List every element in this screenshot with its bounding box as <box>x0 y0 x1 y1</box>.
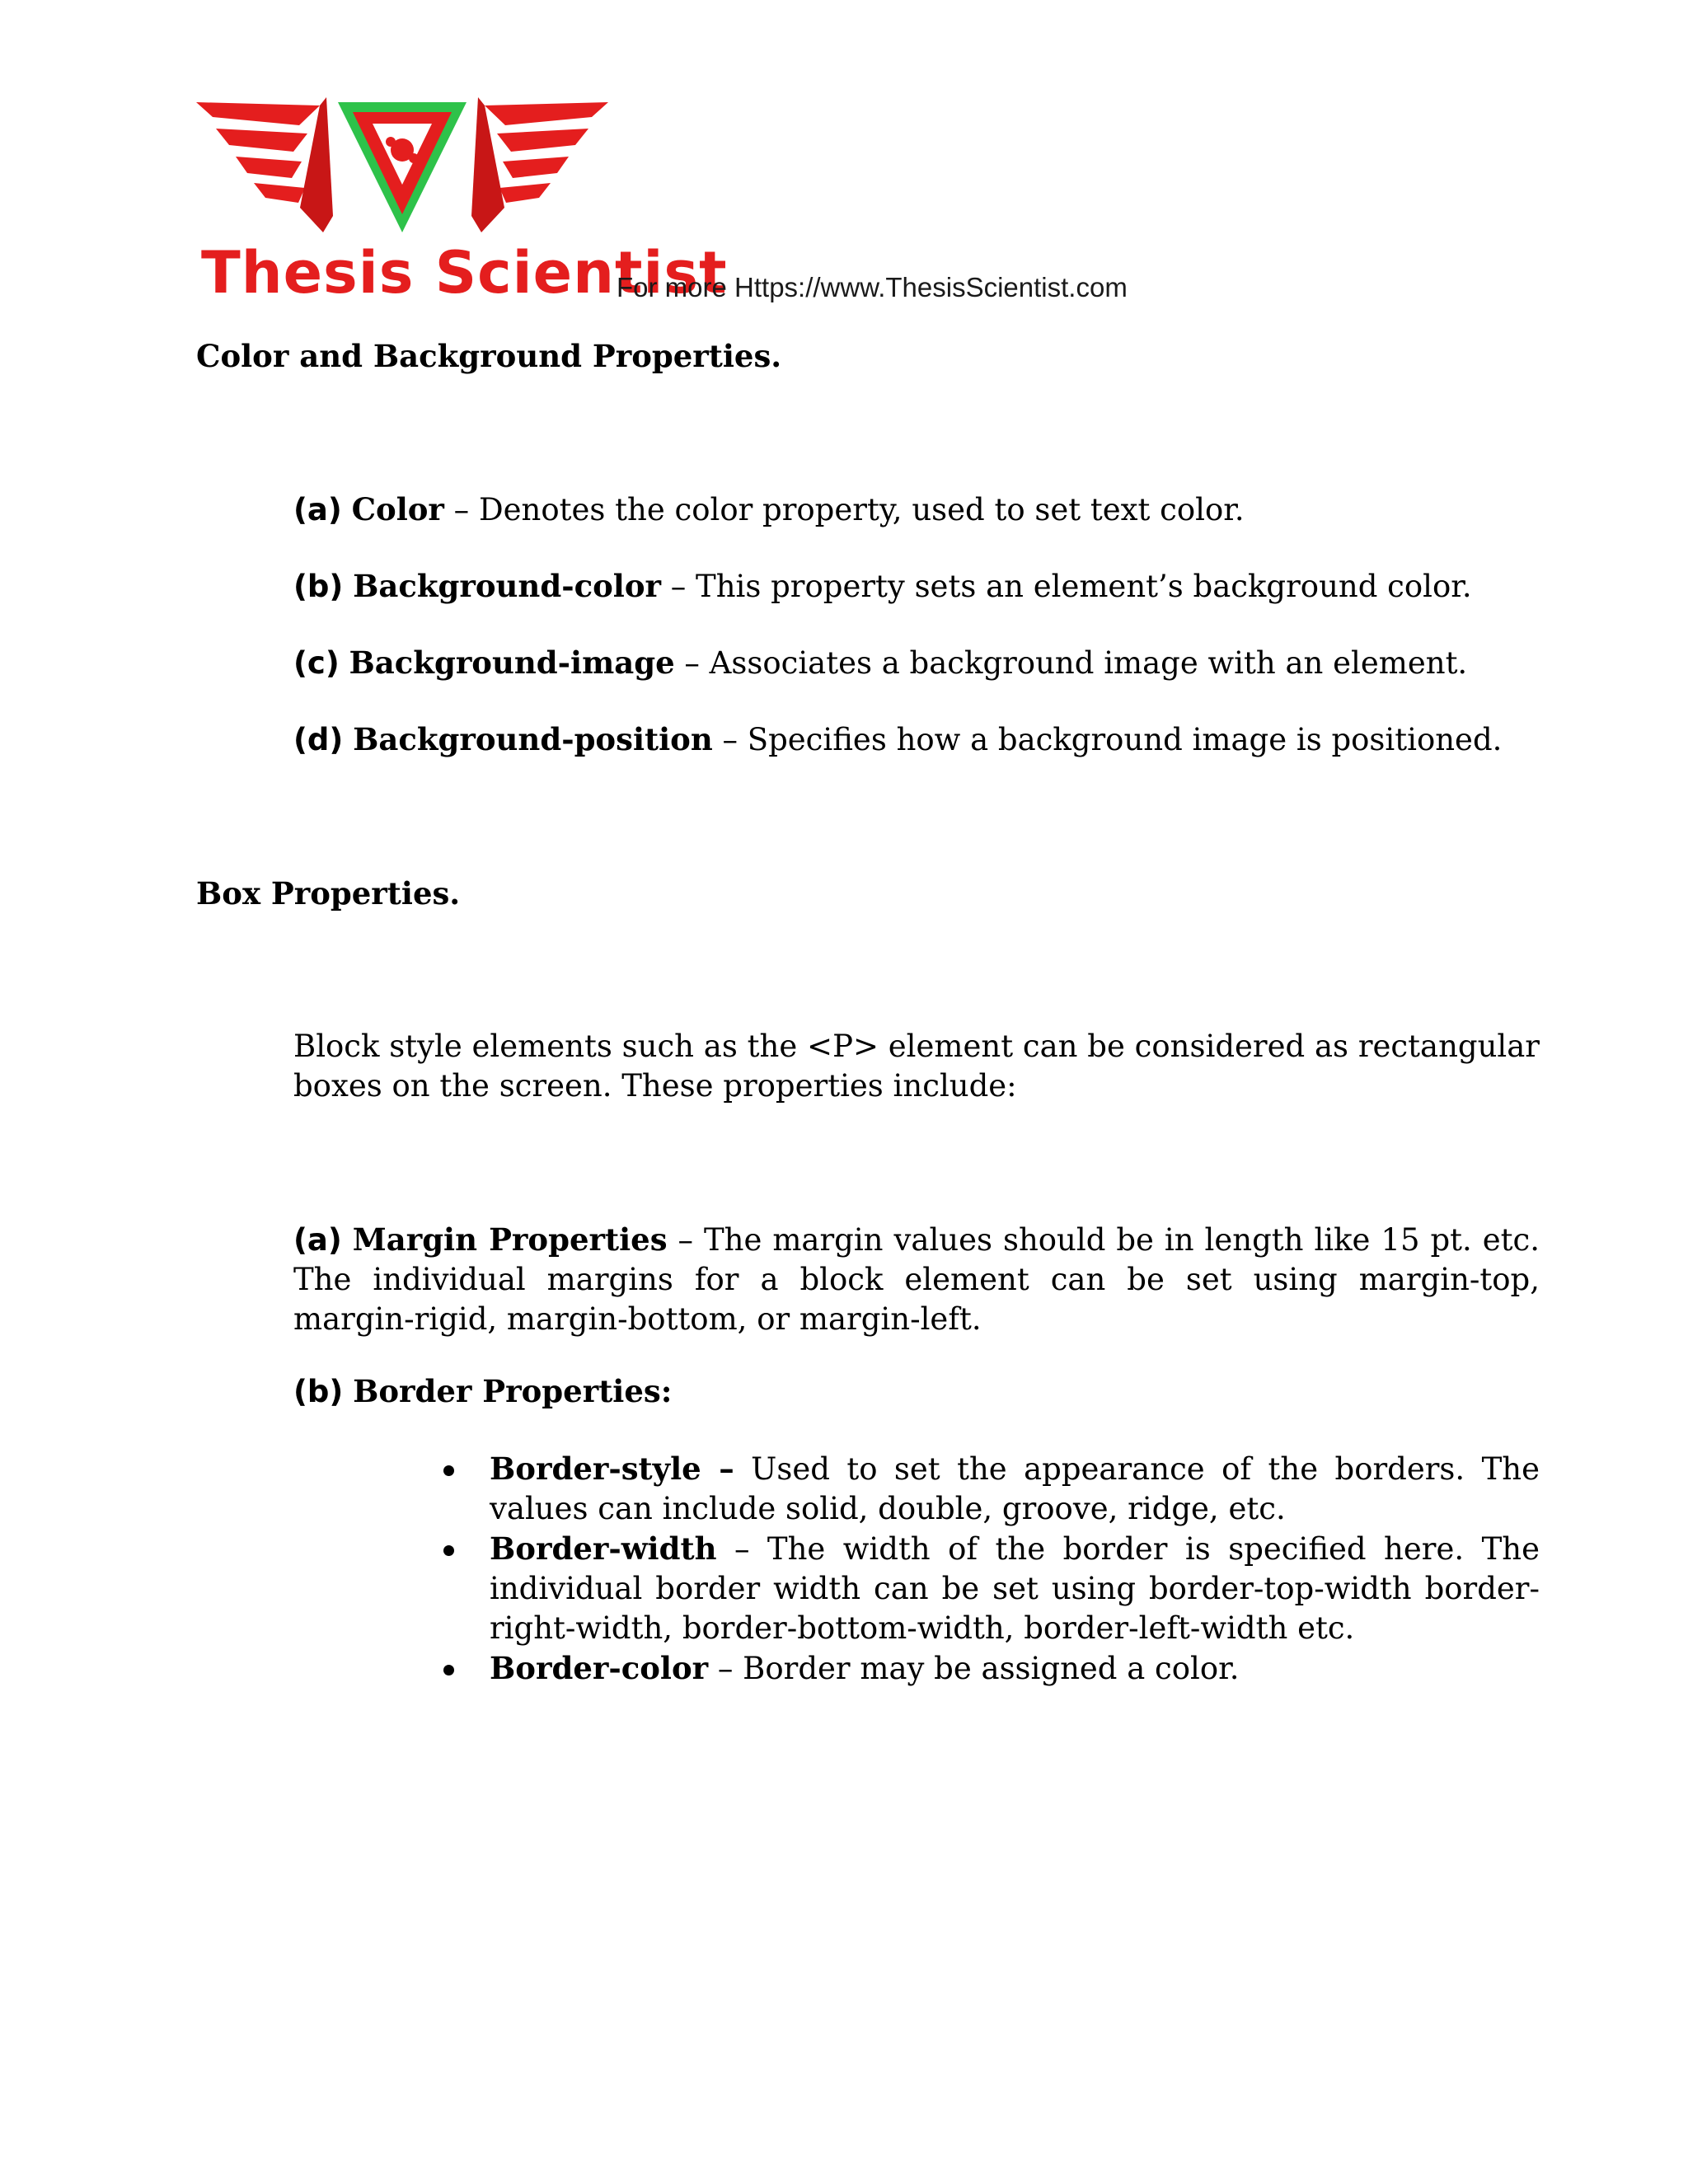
bullet-text: Used to set the appearance of the borders. The values can include solid, double, groove, ridge, etc. <box>490 1451 1540 1526</box>
bullet-item-border-color <box>432 1648 1540 1689</box>
border-properties-heading <box>293 1373 672 1409</box>
bullet-item-border-style <box>432 1449 1540 1529</box>
bullet-term: Border-color <box>490 1650 709 1686</box>
item-label: (a) <box>293 1222 342 1258</box>
item-term: Background-color <box>353 568 661 604</box>
bullet-dot-icon <box>443 1665 454 1675</box>
list-item-background-position <box>293 721 1502 757</box>
list-item-background-color <box>293 568 1472 604</box>
section-heading-box-properties: Box Properties. <box>196 875 461 912</box>
border-bullet-list <box>432 1449 1540 1689</box>
item-term: Margin Properties <box>352 1221 668 1258</box>
item-label: (b) <box>293 1374 344 1409</box>
item-text: – Specifies how a background image is positioned. <box>712 722 1503 757</box>
list-item-background-image <box>293 644 1467 681</box>
item-label: (d) <box>293 722 344 757</box>
box-intro-paragraph: Block style elements such as the <P> element can be considered as rectangular boxes on the screen. These properties include: <box>293 1029 1540 1104</box>
item-text: – Denotes the color property, used to set text color. <box>443 492 1245 527</box>
bullet-text: – The width of the border is specified here. The individual border width can be set using border-top-width border-right-width, border-bottom-width, border-left-width etc. <box>490 1531 1540 1646</box>
margin-properties-paragraph <box>293 1220 1540 1339</box>
item-text: – Associates a background image with an element. <box>674 645 1468 681</box>
page-header <box>196 92 1268 307</box>
bullet-term: Border-style – <box>490 1451 734 1487</box>
item-term: Border Properties: <box>353 1373 673 1409</box>
item-label: (a) <box>293 492 342 527</box>
brand-name: Thesis Scientist <box>201 239 728 307</box>
thesis-scientist-logo-icon <box>196 92 608 253</box>
item-label: (c) <box>293 645 340 681</box>
bullet-text: – Border may be assigned a color. <box>708 1651 1240 1686</box>
site-link[interactable]: For more Https://www.ThesisScientist.com <box>617 272 1128 302</box>
item-term: Background-position <box>353 721 713 757</box>
bullet-dot-icon <box>443 1465 454 1476</box>
bullet-term: Border-width <box>490 1530 717 1567</box>
bullet-dot-icon <box>443 1545 454 1556</box>
section-heading-color-background: Color and Background Properties. <box>196 338 782 374</box>
item-term: Color <box>351 491 444 527</box>
item-term: Background-image <box>349 644 675 681</box>
bullet-item-border-width <box>432 1529 1540 1648</box>
item-text: – The margin values should be in length like 15 pt. etc. The individual margins for a block element can be set using margin-top, margin-rigid, margin-bottom, or margin-left. <box>293 1222 1540 1337</box>
item-label: (b) <box>293 569 344 604</box>
item-text: – This property sets an element’s background color. <box>661 569 1472 604</box>
list-item-color <box>293 491 1245 527</box>
